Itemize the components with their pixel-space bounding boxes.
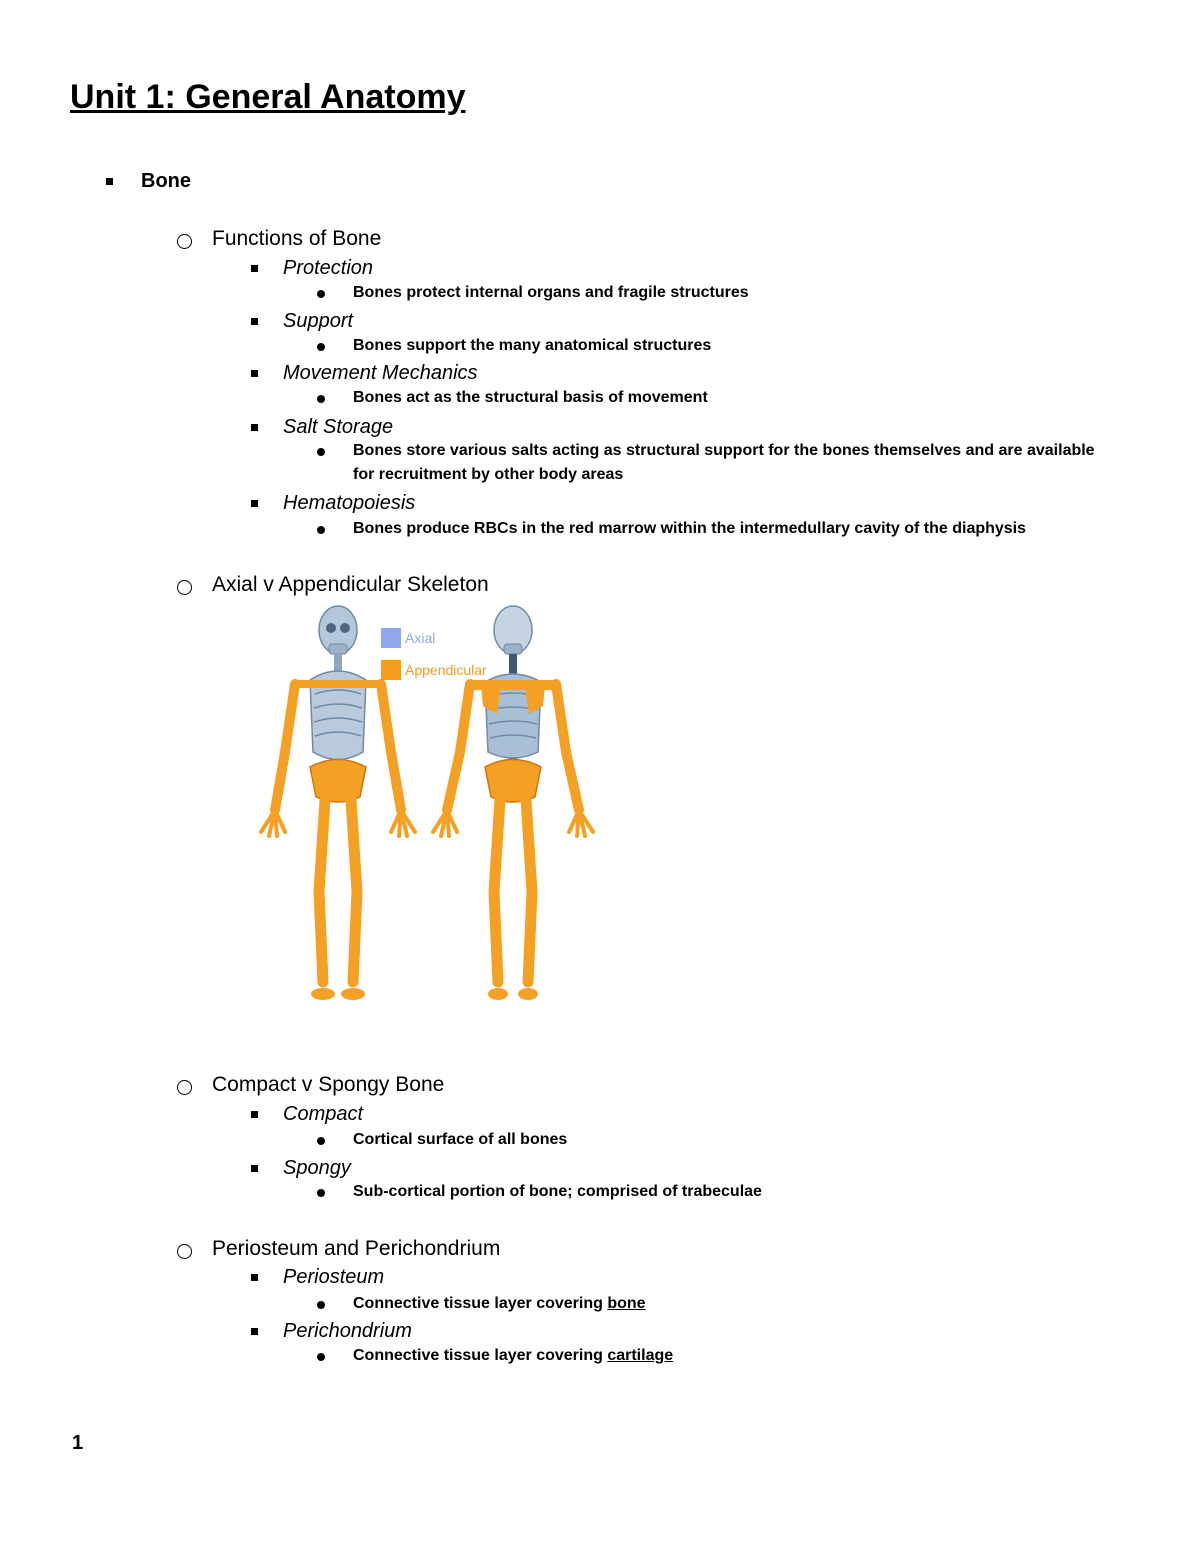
function-label-hematopoiesis: Hematopoiesis xyxy=(283,492,416,514)
function-label-movement: Movement Mechanics xyxy=(283,362,478,384)
page-title: Unit 1: General Anatomy xyxy=(70,78,466,116)
perichondrium-label: Perichondrium xyxy=(283,1320,412,1342)
perichondrium-detail-prefix: Connective tissue layer covering xyxy=(353,1347,608,1364)
page-number: 1 xyxy=(72,1432,84,1454)
bullet-dot-icon xyxy=(317,526,325,534)
legend-swatch-appendicular xyxy=(381,660,401,680)
legend-label-axial: Axial xyxy=(405,630,436,646)
bullet-dot-icon xyxy=(317,1137,325,1145)
bullet-square-icon xyxy=(251,265,258,272)
bullet-square-icon xyxy=(251,1111,258,1118)
bullet-circle-icon xyxy=(177,580,192,595)
function-detail-support: Bones support the many anatomical structures xyxy=(353,337,712,354)
bullet-circle-icon xyxy=(177,1244,192,1259)
periosteum-label: Periosteum xyxy=(283,1266,385,1288)
function-label-protection: Protection xyxy=(283,257,374,279)
periosteum-heading: Periosteum and Perichondrium xyxy=(212,1237,501,1260)
bullet-square-icon xyxy=(251,500,258,507)
bullet-dot-icon xyxy=(317,290,325,298)
bullet-dot-icon xyxy=(317,343,325,351)
bullet-square-icon xyxy=(251,370,258,377)
bullet-circle-icon xyxy=(177,234,192,249)
bullet-square-icon xyxy=(251,318,258,325)
spongy-detail: Sub-cortical portion of bone; comprised of trabeculae xyxy=(353,1183,762,1200)
compact-spongy-heading: Compact v Spongy Bone xyxy=(212,1073,445,1096)
bullet-circle-icon xyxy=(177,1080,192,1095)
bullet-square-icon xyxy=(251,1274,258,1281)
perichondrium-detail-underlined: cartilage xyxy=(607,1347,674,1364)
periosteum-detail-prefix: Connective tissue layer covering xyxy=(353,1295,608,1312)
function-detail-movement: Bones act as the structural basis of movement xyxy=(353,389,708,406)
function-detail-hematopoiesis: Bones produce RBCs in the red marrow within the intermedullary cavity of the diaphysis xyxy=(353,520,1027,537)
functions-heading: Functions of Bone xyxy=(212,227,382,250)
compact-label: Compact xyxy=(283,1103,364,1125)
function-label-support: Support xyxy=(283,310,354,332)
perichondrium-detail xyxy=(353,1347,673,1365)
function-detail-protection: Bones protect internal organs and fragile structures xyxy=(353,284,749,301)
bullet-dot-icon xyxy=(317,1189,325,1197)
function-label-salt-storage: Salt Storage xyxy=(283,416,394,438)
bullet-dot-icon xyxy=(317,1353,325,1361)
skeleton-heading: Axial v Appendicular Skeleton xyxy=(212,573,489,596)
legend-label-appendicular: Appendicular xyxy=(405,662,487,678)
function-detail-salt-storage-line1: Bones store various salts acting as structural support for the bones themselves and are available xyxy=(353,442,1095,459)
function-detail-salt-storage-line2: for recruitment by other body areas xyxy=(353,466,624,483)
periosteum-detail xyxy=(353,1295,646,1313)
section-heading: Bone xyxy=(141,170,191,192)
bullet-square-icon xyxy=(251,1328,258,1335)
bullet-square-icon xyxy=(251,424,258,431)
periosteum-detail-underlined: bone xyxy=(607,1295,646,1312)
spongy-label: Spongy xyxy=(283,1157,351,1179)
compact-detail: Cortical surface of all bones xyxy=(353,1131,568,1148)
bullet-dot-icon xyxy=(317,1301,325,1309)
legend-swatch-axial xyxy=(381,628,401,648)
bullet-square-icon xyxy=(251,1165,258,1172)
bullet-square-icon xyxy=(106,178,113,185)
bullet-dot-icon xyxy=(317,448,325,456)
bullet-dot-icon xyxy=(317,395,325,403)
